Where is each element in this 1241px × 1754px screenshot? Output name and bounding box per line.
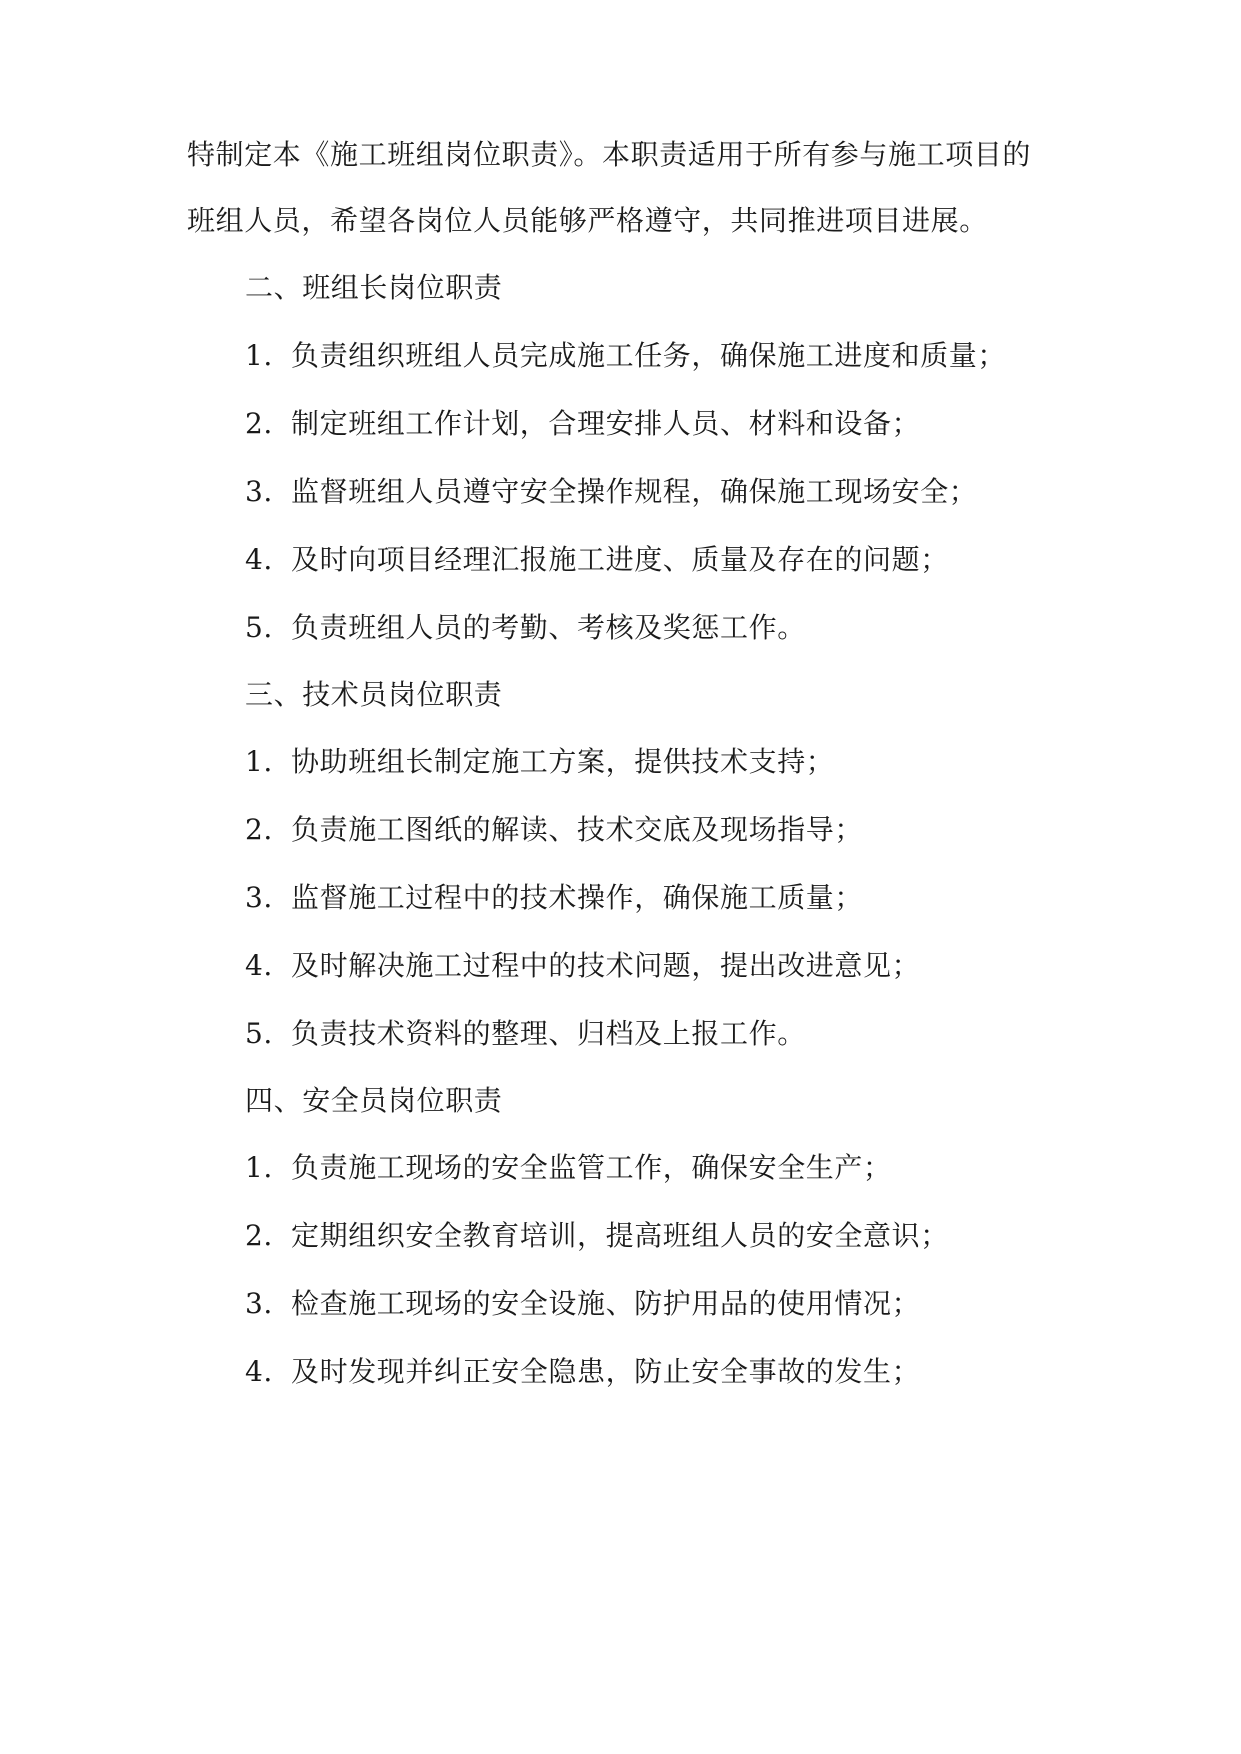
list-item bbox=[245, 946, 920, 986]
list-item-number: 4. bbox=[245, 949, 273, 982]
list-item-text: 负责技术资料的整理、归档及上报工作。 bbox=[291, 1017, 806, 1050]
list-item-text: 负责班组人员的考勤、考核及奖惩工作。 bbox=[291, 611, 806, 644]
list-item bbox=[245, 336, 1006, 376]
list-item bbox=[245, 1284, 920, 1324]
list-item bbox=[245, 472, 977, 512]
list-item-number: 3. bbox=[245, 1287, 273, 1320]
list-item-number: 2. bbox=[245, 1219, 273, 1252]
list-item bbox=[245, 1014, 806, 1054]
list-item-number: 5. bbox=[245, 611, 273, 644]
list-item-text: 及时向项目经理汇报施工进度、质量及存在的问题； bbox=[291, 543, 949, 576]
list-item-text: 及时发现并纠正安全隐患，防止安全事故的发生； bbox=[291, 1355, 921, 1388]
intro-line-1: 特制定本《施工班组岗位职责》。本职责适用于所有参与施工项目的 bbox=[187, 138, 1032, 171]
list-item-number: 3. bbox=[245, 881, 273, 914]
list-item-text: 检查施工现场的安全设施、防护用品的使用情况； bbox=[291, 1287, 921, 1320]
list-item-number: 1. bbox=[245, 745, 273, 778]
list-item-number: 5. bbox=[245, 1017, 273, 1050]
list-item-text: 定期组织安全教育培训，提高班组人员的安全意识； bbox=[291, 1219, 949, 1252]
intro-line-2: 班组人员，希望各岗位人员能够严格遵守，共同推进项目进展。 bbox=[187, 204, 988, 237]
list-item-text: 负责组织班组人员完成施工任务，确保施工进度和质量； bbox=[291, 339, 1007, 372]
list-item-text: 协助班组长制定施工方案，提供技术支持； bbox=[291, 745, 835, 778]
list-item bbox=[245, 1352, 920, 1392]
list-item-text: 负责施工现场的安全监管工作，确保安全生产； bbox=[291, 1151, 892, 1184]
list-item-text: 监督班组人员遵守安全操作规程，确保施工现场安全； bbox=[291, 475, 978, 508]
list-item-number: 2. bbox=[245, 813, 273, 846]
list-item-number: 3. bbox=[245, 475, 273, 508]
list-item-number: 4. bbox=[245, 543, 273, 576]
list-item-number: 1. bbox=[245, 1151, 273, 1184]
list-item bbox=[245, 878, 863, 918]
list-item-text: 制定班组工作计划，合理安排人员、材料和设备； bbox=[291, 407, 921, 440]
list-item-text: 及时解决施工过程中的技术问题，提出改进意见； bbox=[291, 949, 921, 982]
list-item bbox=[245, 1216, 949, 1256]
list-item bbox=[245, 1148, 892, 1188]
list-item-text: 负责施工图纸的解读、技术交底及现场指导； bbox=[291, 813, 864, 846]
list-item bbox=[245, 608, 806, 648]
section-heading-team-leader: 二、班组长岗位职责 bbox=[245, 271, 503, 304]
section-heading-technician: 三、技术员岗位职责 bbox=[245, 678, 503, 711]
list-item-text: 监督施工过程中的技术操作，确保施工质量； bbox=[291, 881, 864, 914]
section-heading-safety-officer: 四、安全员岗位职责 bbox=[245, 1084, 503, 1117]
list-item-number: 2. bbox=[245, 407, 273, 440]
list-item bbox=[245, 404, 920, 444]
list-item bbox=[245, 540, 949, 580]
list-item bbox=[245, 810, 863, 850]
list-item bbox=[245, 742, 834, 782]
list-item-number: 1. bbox=[245, 339, 273, 372]
list-item-number: 4. bbox=[245, 1355, 273, 1388]
